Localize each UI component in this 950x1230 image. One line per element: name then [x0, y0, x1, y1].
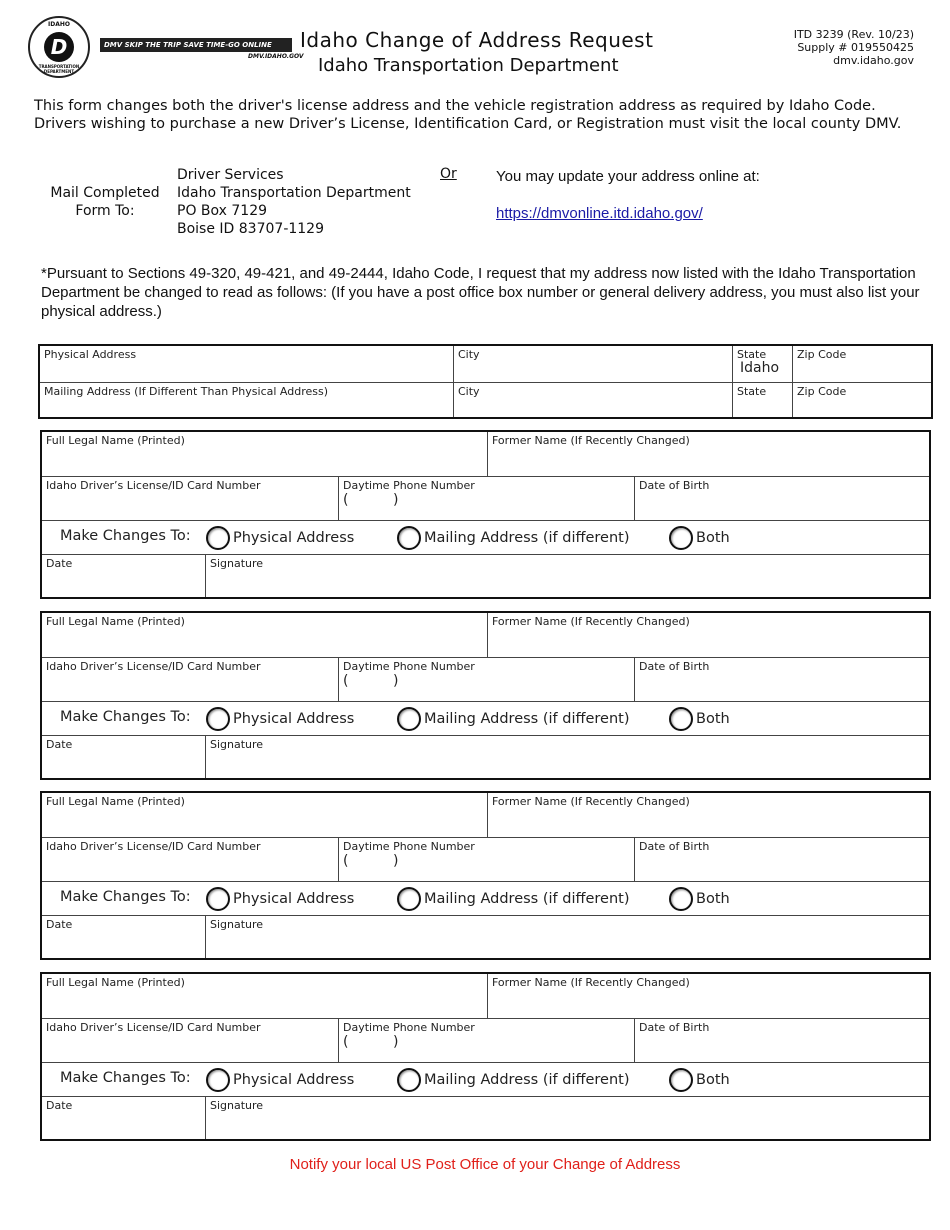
former-name-field[interactable]	[488, 613, 929, 658]
intro-line-1: This form changes both the driver's license address and the vehicle registration address as required by Idaho Code.	[34, 98, 876, 114]
dob-field[interactable]	[635, 658, 929, 702]
date-field[interactable]	[42, 555, 206, 597]
signature-field[interactable]	[206, 1097, 929, 1139]
radio-button[interactable]	[206, 887, 230, 911]
radio-button[interactable]	[669, 526, 693, 550]
full-name-field[interactable]	[42, 974, 488, 1019]
field-label: Zip Code	[797, 385, 847, 398]
radio-button[interactable]	[397, 1068, 421, 1092]
field-label: Date	[46, 1099, 73, 1112]
make-changes-row	[42, 702, 929, 736]
license-number-field[interactable]	[42, 477, 339, 521]
address-line: Boise ID 83707-1129	[177, 221, 324, 237]
field-label: Signature	[210, 738, 264, 751]
applicant-block-3	[40, 791, 931, 960]
mailing-city-field[interactable]	[454, 383, 733, 417]
dob-field[interactable]	[635, 477, 929, 521]
signature-field[interactable]	[206, 555, 929, 597]
address-line: Idaho Transportation Department	[177, 185, 411, 201]
option-label: Both	[696, 530, 730, 546]
phone-parens: ( )	[343, 673, 399, 689]
radio-button[interactable]	[397, 707, 421, 731]
field-label: Former Name (If Recently Changed)	[492, 795, 690, 808]
date-field[interactable]	[42, 1097, 206, 1139]
seal-text-top: IDAHO	[48, 21, 70, 28]
mail-to-label: Mail Completed Form To:	[50, 185, 160, 219]
field-label: City	[458, 385, 480, 398]
signature-field[interactable]	[206, 736, 929, 778]
field-label: Physical Address	[44, 348, 137, 361]
license-number-field[interactable]	[42, 658, 339, 702]
make-changes-label: Make Changes To:	[60, 709, 191, 725]
form-number: ITD 3239 (Rev. 10/23)	[793, 28, 914, 41]
license-number-field[interactable]	[42, 838, 339, 882]
option-label: Both	[696, 1072, 730, 1088]
field-label: Signature	[210, 918, 264, 931]
field-label: Daytime Phone Number	[343, 660, 475, 673]
radio-button[interactable]	[397, 887, 421, 911]
radio-button[interactable]	[206, 526, 230, 550]
option-physical-address[interactable]	[206, 1068, 354, 1092]
option-label: Both	[696, 891, 730, 907]
license-number-field[interactable]	[42, 1019, 339, 1063]
field-label: Date of Birth	[639, 660, 710, 673]
field-label: Date	[46, 738, 73, 751]
former-name-field[interactable]	[488, 974, 929, 1019]
mailing-zip-field[interactable]	[793, 383, 931, 417]
date-field[interactable]	[42, 916, 206, 958]
phone-parens: ( )	[343, 492, 399, 508]
radio-button[interactable]	[669, 887, 693, 911]
field-label: Full Legal Name (Printed)	[46, 795, 185, 808]
pursuant-statement: *Pursuant to Sections 49-320, 49-421, and 49-2444, Idaho Code, I request that my address now listed with the Idaho Transportation Department be changed to read as follows: (If you have a post office box number or general delivery address, you must also list your physical address.)	[41, 265, 920, 320]
field-label: Daytime Phone Number	[343, 479, 475, 492]
field-label: Date of Birth	[639, 840, 710, 853]
dmv-banner-logo: DMV SKIP THE TRIP SAVE TIME-GO ONLINE	[100, 38, 292, 52]
full-name-field[interactable]	[42, 613, 488, 658]
form-subtitle: Idaho Transportation Department	[318, 55, 619, 76]
phone-field[interactable]	[339, 477, 635, 521]
mailing-address-field[interactable]	[40, 383, 454, 417]
or-label: Or	[440, 166, 457, 182]
field-label: Date of Birth	[639, 479, 710, 492]
phone-field[interactable]	[339, 658, 635, 702]
option-both[interactable]	[669, 887, 730, 911]
option-mailing-address[interactable]	[397, 526, 629, 550]
state-value: Idaho	[740, 360, 780, 376]
field-label: Idaho Driver’s License/ID Card Number	[46, 1021, 261, 1034]
field-label: State	[737, 385, 767, 398]
field-label: Daytime Phone Number	[343, 1021, 475, 1034]
address-line: Driver Services	[177, 167, 284, 183]
field-label: Date	[46, 918, 73, 931]
field-label: Former Name (If Recently Changed)	[492, 976, 690, 989]
option-label: Physical Address	[233, 1072, 355, 1088]
form-meta	[794, 28, 914, 67]
field-label: Signature	[210, 557, 264, 570]
phone-parens: ( )	[343, 1034, 399, 1050]
option-label: Physical Address	[233, 530, 355, 546]
radio-button[interactable]	[206, 1068, 230, 1092]
make-changes-label: Make Changes To:	[60, 889, 191, 905]
full-name-field[interactable]	[42, 432, 488, 477]
option-both[interactable]	[669, 526, 730, 550]
field-label: Signature	[210, 1099, 264, 1112]
option-label: Mailing Address (if different)	[424, 711, 630, 727]
field-label: Idaho Driver’s License/ID Card Number	[46, 479, 261, 492]
field-label: Idaho Driver’s License/ID Card Number	[46, 660, 261, 673]
option-both[interactable]	[669, 707, 730, 731]
date-field[interactable]	[42, 736, 206, 778]
option-mailing-address[interactable]	[397, 707, 629, 731]
seal-letter: D	[44, 32, 74, 62]
form-title: Idaho Change of Address Request	[300, 28, 654, 52]
address-table	[38, 344, 933, 419]
radio-button[interactable]	[206, 707, 230, 731]
field-label: Former Name (If Recently Changed)	[492, 615, 690, 628]
phone-field[interactable]	[339, 838, 635, 882]
phone-parens: ( )	[343, 853, 399, 869]
physical-zip-field[interactable]	[793, 346, 931, 383]
field-label: Idaho Driver’s License/ID Card Number	[46, 840, 261, 853]
phone-field[interactable]	[339, 1019, 635, 1063]
field-label: Full Legal Name (Printed)	[46, 976, 185, 989]
address-line: PO Box 7129	[177, 203, 268, 219]
field-label: State	[737, 348, 767, 361]
physical-address-field[interactable]	[40, 346, 454, 383]
option-label: Mailing Address (if different)	[424, 891, 630, 907]
former-name-field[interactable]	[488, 432, 929, 477]
make-changes-row	[42, 882, 929, 916]
option-mailing-address[interactable]	[397, 887, 629, 911]
mailing-address	[177, 166, 411, 238]
physical-city-field[interactable]	[454, 346, 733, 383]
option-label: Mailing Address (if different)	[424, 1072, 630, 1088]
mailing-state-field[interactable]	[733, 383, 793, 417]
option-label: Mailing Address (if different)	[424, 530, 630, 546]
field-label: City	[458, 348, 480, 361]
dob-field[interactable]	[635, 838, 929, 882]
dmv-banner-url: DMV.IDAHO.GOV	[248, 53, 304, 60]
option-label: Both	[696, 711, 730, 727]
idaho-itd-seal-logo	[28, 16, 90, 78]
applicant-block-4	[40, 972, 931, 1141]
physical-state-field[interactable]	[733, 346, 793, 383]
dob-field[interactable]	[635, 1019, 929, 1063]
field-label: Full Legal Name (Printed)	[46, 434, 185, 447]
online-text: You may update your address online at:	[496, 168, 760, 185]
make-changes-label: Make Changes To:	[60, 528, 191, 544]
field-label: Zip Code	[797, 348, 847, 361]
field-label: Mailing Address (If Different Than Physical Address)	[44, 385, 329, 398]
supply-number: Supply # 019550425	[797, 41, 914, 54]
field-label: Date	[46, 557, 73, 570]
option-physical-address[interactable]	[206, 526, 354, 550]
option-label: Physical Address	[233, 711, 355, 727]
make-changes-row	[42, 521, 929, 555]
full-name-field[interactable]	[42, 793, 488, 838]
make-changes-label: Make Changes To:	[60, 1070, 191, 1086]
radio-button[interactable]	[669, 707, 693, 731]
applicant-block-2	[40, 611, 931, 780]
make-changes-row	[42, 1063, 929, 1097]
field-label: Former Name (If Recently Changed)	[492, 434, 690, 447]
seal-text-bottom: TRANSPORTATION DEPARTMENT	[38, 64, 80, 74]
radio-button[interactable]	[669, 1068, 693, 1092]
option-label: Physical Address	[233, 891, 355, 907]
signature-field[interactable]	[206, 916, 929, 958]
field-label: Date of Birth	[639, 1021, 710, 1034]
option-physical-address[interactable]	[206, 707, 354, 731]
website: dmv.idaho.gov	[833, 54, 914, 67]
post-office-notice: Notify your local US Post Office of your Change of Address	[289, 1156, 681, 1173]
option-both[interactable]	[669, 1068, 730, 1092]
intro-text	[34, 97, 934, 133]
option-physical-address[interactable]	[206, 887, 354, 911]
applicant-block-1	[40, 430, 931, 599]
intro-line-2: Drivers wishing to purchase a new Driver’s License, Identification Card, or Registration must visit the local county DMV.	[34, 116, 902, 132]
former-name-field[interactable]	[488, 793, 929, 838]
option-mailing-address[interactable]	[397, 1068, 629, 1092]
field-label: Daytime Phone Number	[343, 840, 475, 853]
radio-button[interactable]	[397, 526, 421, 550]
online-url-link[interactable]: https://dmvonline.itd.idaho.gov/	[496, 205, 703, 222]
field-label: Full Legal Name (Printed)	[46, 615, 185, 628]
